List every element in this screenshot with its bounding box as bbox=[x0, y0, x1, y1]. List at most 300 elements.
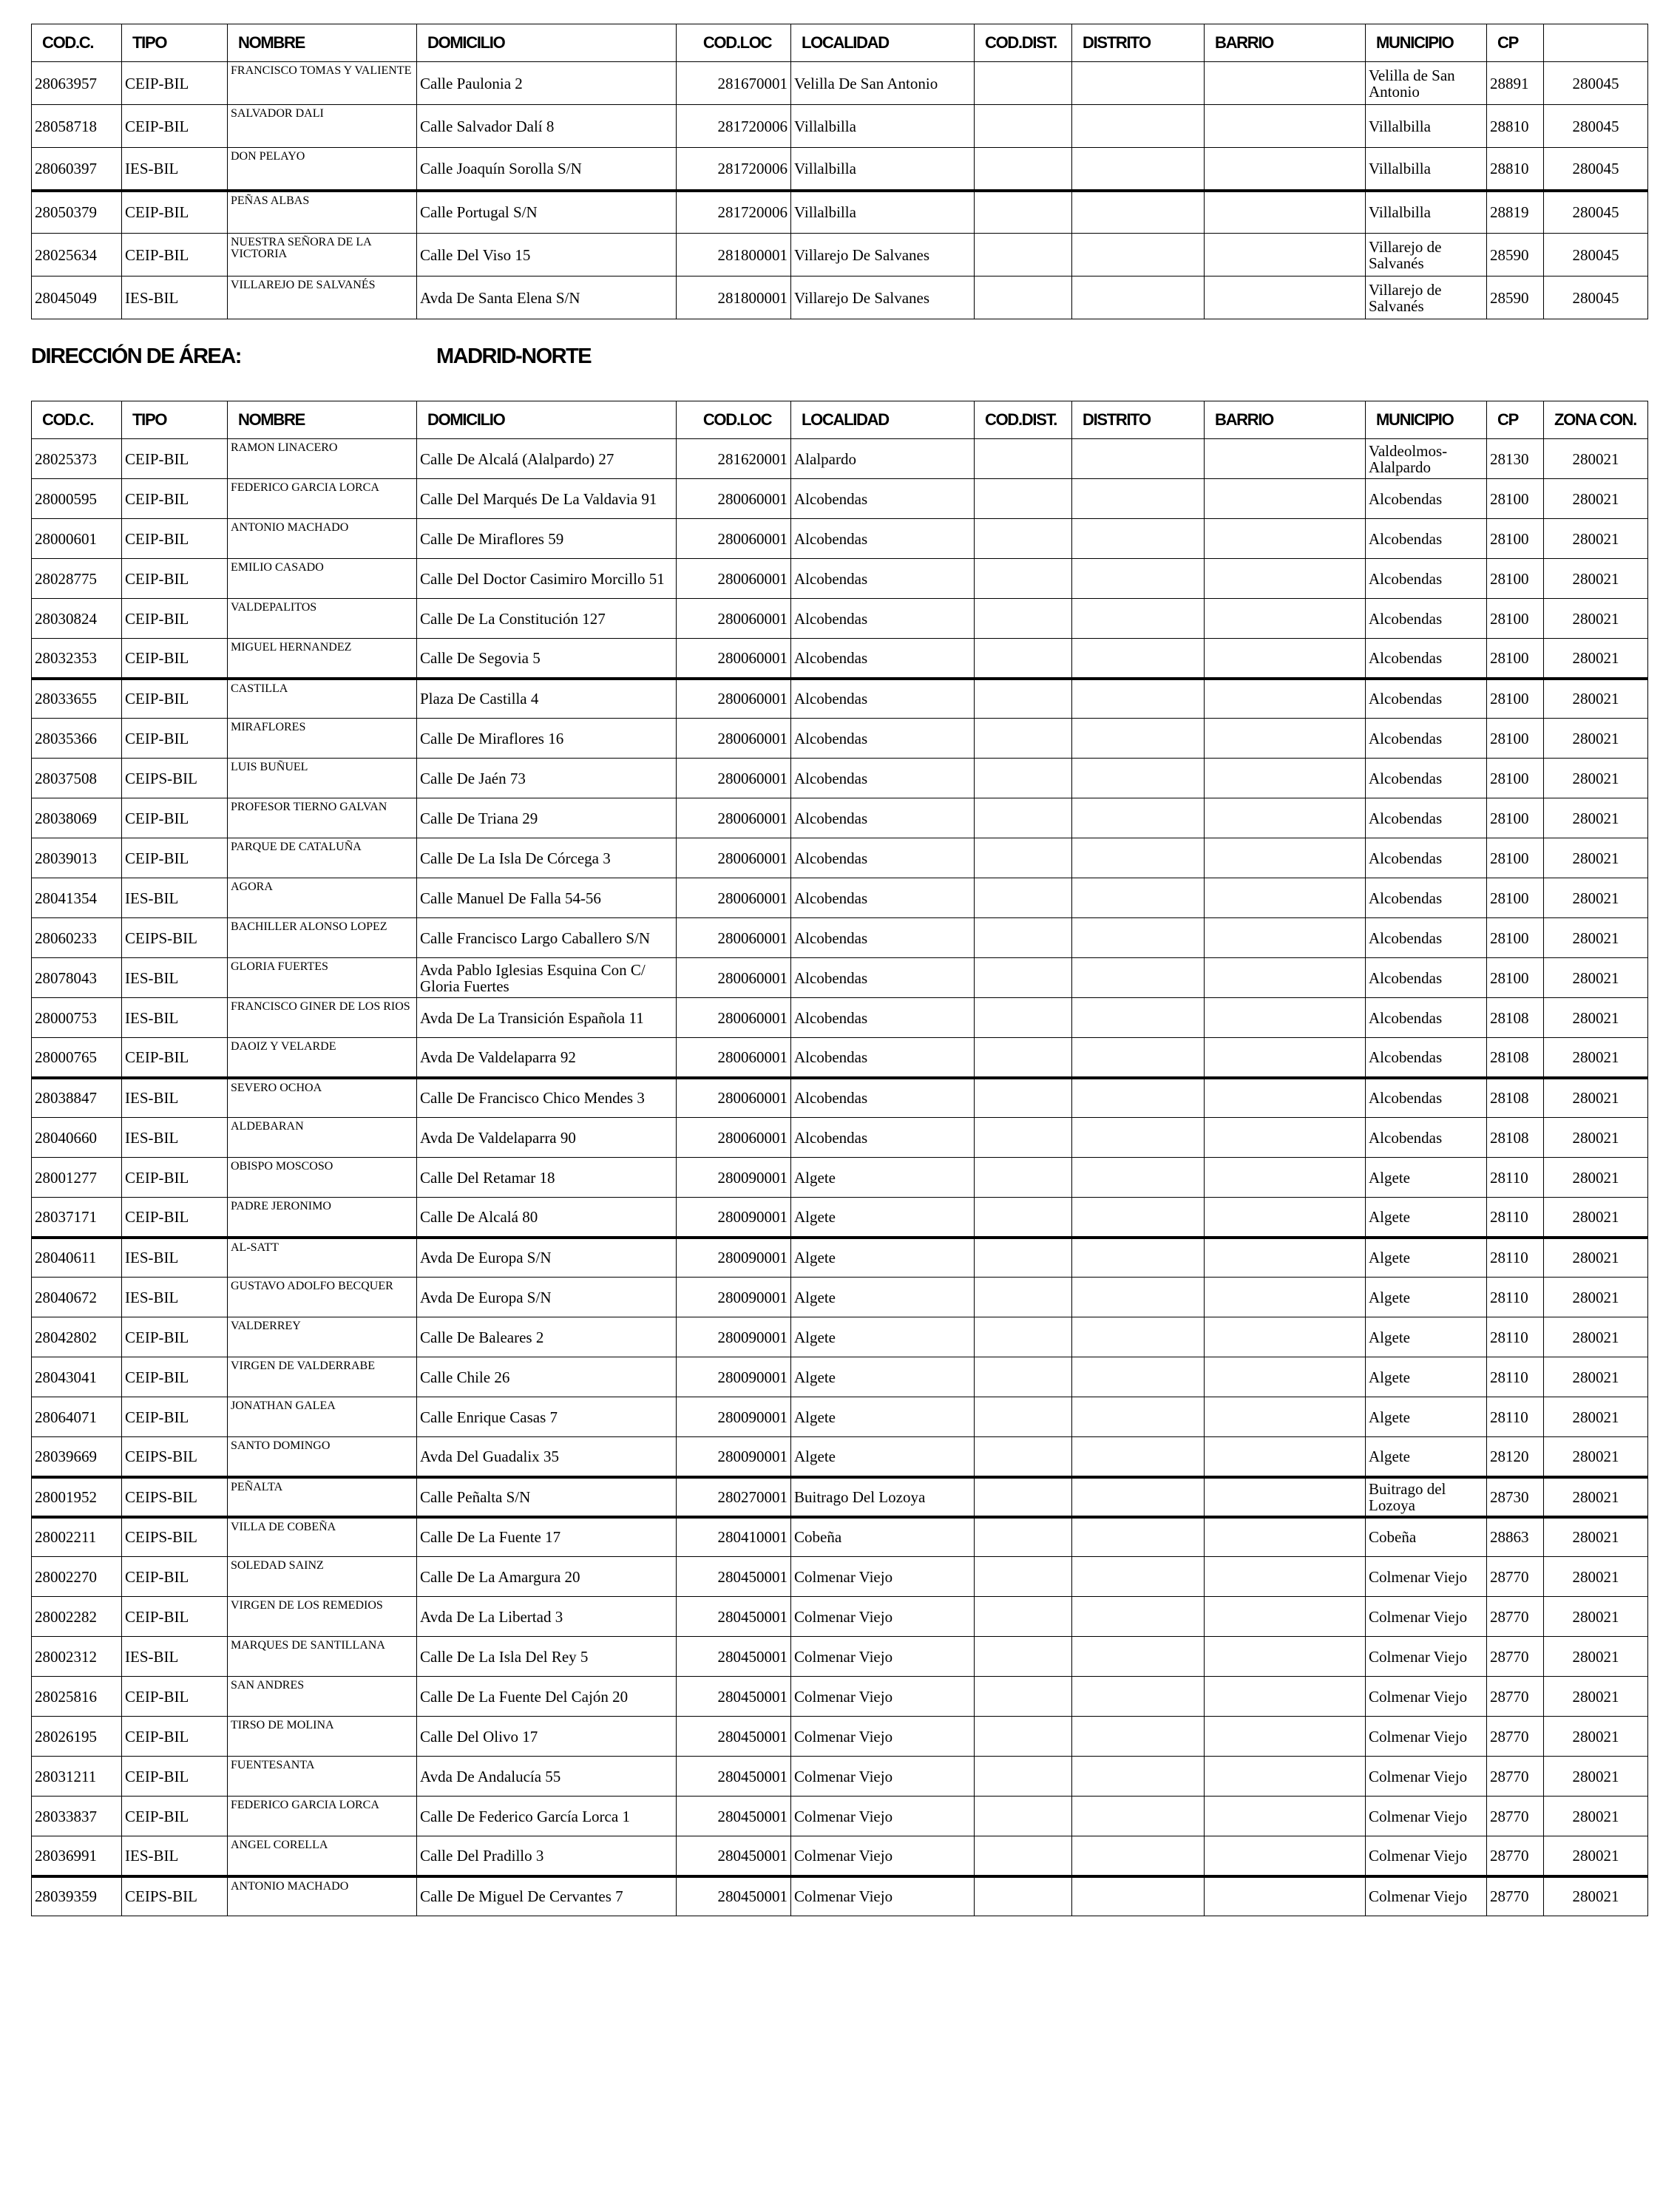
cell-cod-loc: 280450001 bbox=[677, 1836, 791, 1876]
cell-municipio: Velilla de San Antonio bbox=[1366, 62, 1487, 105]
table-header-row bbox=[32, 401, 1648, 439]
cell-nombre: FUENTESANTA bbox=[228, 1757, 417, 1797]
cell-nombre: EMILIO CASADO bbox=[228, 559, 417, 599]
cell-tipo: CEIPS-BIL bbox=[122, 1437, 228, 1477]
cell-cod-dist bbox=[975, 1717, 1072, 1757]
cell-cod-dist bbox=[975, 105, 1072, 148]
cell-cod-dist bbox=[975, 1118, 1072, 1158]
cell-distrito bbox=[1072, 599, 1205, 639]
cell-municipio: Alcobendas bbox=[1366, 1118, 1487, 1158]
cell-zona-con: 280021 bbox=[1544, 1238, 1648, 1278]
cell-cod-c: 28000753 bbox=[32, 998, 122, 1038]
cell-distrito bbox=[1072, 878, 1205, 918]
cell-distrito bbox=[1072, 958, 1205, 998]
cell-tipo: CEIP-BIL bbox=[122, 519, 228, 559]
cell-nombre: FEDERICO GARCIA LORCA bbox=[228, 1797, 417, 1836]
cell-cod-c: 28036991 bbox=[32, 1836, 122, 1876]
cell-cod-c: 28040672 bbox=[32, 1278, 122, 1317]
cell-cp: 28130 bbox=[1487, 439, 1544, 479]
cell-localidad: Alcobendas bbox=[791, 998, 975, 1038]
cell-distrito bbox=[1072, 559, 1205, 599]
cell-localidad: Alcobendas bbox=[791, 759, 975, 798]
cell-domicilio: Calle Paulonia 2 bbox=[417, 62, 677, 105]
cell-cod-loc: 280270001 bbox=[677, 1477, 791, 1517]
cell-nombre: ANGEL CORELLA bbox=[228, 1836, 417, 1876]
cell-nombre: MIGUEL HERNANDEZ bbox=[228, 639, 417, 679]
cell-barrio bbox=[1205, 838, 1366, 878]
cell-barrio bbox=[1205, 105, 1366, 148]
cell-cod-c: 28031211 bbox=[32, 1757, 122, 1797]
cell-cp: 28100 bbox=[1487, 719, 1544, 759]
cell-municipio: Villarejo de Salvanés bbox=[1366, 234, 1487, 276]
cell-zona-con: 280021 bbox=[1544, 1397, 1648, 1437]
cell-cp: 28108 bbox=[1487, 1078, 1544, 1118]
cell-zona-con: 280045 bbox=[1544, 148, 1648, 191]
cell-cod-c: 28039013 bbox=[32, 838, 122, 878]
cell-cod-dist bbox=[975, 1597, 1072, 1637]
cell-tipo: CEIP-BIL bbox=[122, 599, 228, 639]
cell-cod-loc: 281800001 bbox=[677, 276, 791, 319]
table-row bbox=[32, 1797, 1648, 1836]
cell-barrio bbox=[1205, 798, 1366, 838]
cell-municipio: Algete bbox=[1366, 1158, 1487, 1198]
cell-cp: 28100 bbox=[1487, 838, 1544, 878]
table-row bbox=[32, 1078, 1648, 1118]
cell-cod-dist bbox=[975, 1397, 1072, 1437]
cell-cod-loc: 280090001 bbox=[677, 1278, 791, 1317]
cell-cod-dist bbox=[975, 1677, 1072, 1717]
cell-cp: 28108 bbox=[1487, 998, 1544, 1038]
cell-localidad: Algete bbox=[791, 1397, 975, 1437]
table-row bbox=[32, 719, 1648, 759]
cell-cod-dist bbox=[975, 679, 1072, 719]
cell-nombre: VIRGEN DE VALDERRABE bbox=[228, 1357, 417, 1397]
cell-tipo: CEIP-BIL bbox=[122, 1757, 228, 1797]
cell-nombre: FEDERICO GARCIA LORCA bbox=[228, 479, 417, 519]
cell-tipo: CEIP-BIL bbox=[122, 191, 228, 234]
cell-distrito bbox=[1072, 1158, 1205, 1198]
table-row bbox=[32, 276, 1648, 319]
cell-municipio: Alcobendas bbox=[1366, 798, 1487, 838]
cell-distrito bbox=[1072, 1078, 1205, 1118]
cell-barrio bbox=[1205, 439, 1366, 479]
cell-zona-con: 280021 bbox=[1544, 639, 1648, 679]
column-header-localidad: LOCALIDAD bbox=[791, 401, 975, 439]
cell-domicilio: Calle De La Constitución 127 bbox=[417, 599, 677, 639]
cell-cod-dist bbox=[975, 838, 1072, 878]
cell-domicilio: Calle De Segovia 5 bbox=[417, 639, 677, 679]
cell-tipo: CEIP-BIL bbox=[122, 1158, 228, 1198]
cell-barrio bbox=[1205, 1517, 1366, 1557]
column-header-cod-c: COD.C. bbox=[32, 24, 122, 62]
cell-barrio bbox=[1205, 1038, 1366, 1078]
cell-nombre: VILLAREJO DE SALVANÉS bbox=[228, 276, 417, 319]
cell-cod-loc: 280060001 bbox=[677, 559, 791, 599]
cell-cod-c: 28078043 bbox=[32, 958, 122, 998]
cell-cod-c: 28033655 bbox=[32, 679, 122, 719]
cell-zona-con: 280021 bbox=[1544, 1597, 1648, 1637]
cell-tipo: CEIPS-BIL bbox=[122, 1517, 228, 1557]
cell-cod-loc: 280450001 bbox=[677, 1597, 791, 1637]
cell-domicilio: Calle Del Retamar 18 bbox=[417, 1158, 677, 1198]
cell-nombre: SANTO DOMINGO bbox=[228, 1437, 417, 1477]
cell-nombre: AGORA bbox=[228, 878, 417, 918]
cell-municipio: Colmenar Viejo bbox=[1366, 1876, 1487, 1916]
cell-cod-dist bbox=[975, 798, 1072, 838]
cell-nombre: SEVERO OCHOA bbox=[228, 1078, 417, 1118]
cell-cod-dist bbox=[975, 234, 1072, 276]
cell-municipio: Villalbilla bbox=[1366, 105, 1487, 148]
cell-cp: 28100 bbox=[1487, 479, 1544, 519]
cell-tipo: CEIP-BIL bbox=[122, 1717, 228, 1757]
table-row bbox=[32, 1437, 1648, 1477]
cell-cod-loc: 280090001 bbox=[677, 1397, 791, 1437]
cell-municipio: Villarejo de Salvanés bbox=[1366, 276, 1487, 319]
cell-cod-c: 28037508 bbox=[32, 759, 122, 798]
cell-municipio: Alcobendas bbox=[1366, 838, 1487, 878]
cell-zona-con: 280021 bbox=[1544, 1118, 1648, 1158]
cell-cod-dist bbox=[975, 1078, 1072, 1118]
cell-municipio: Algete bbox=[1366, 1198, 1487, 1238]
cell-zona-con: 280045 bbox=[1544, 276, 1648, 319]
cell-tipo: CEIP-BIL bbox=[122, 559, 228, 599]
cell-nombre: VALDERREY bbox=[228, 1317, 417, 1357]
cell-barrio bbox=[1205, 1158, 1366, 1198]
cell-distrito bbox=[1072, 1597, 1205, 1637]
cell-zona-con: 280021 bbox=[1544, 1317, 1648, 1357]
cell-localidad: Colmenar Viejo bbox=[791, 1757, 975, 1797]
cell-barrio bbox=[1205, 599, 1366, 639]
cell-cod-loc: 280060001 bbox=[677, 1118, 791, 1158]
cell-municipio: Alcobendas bbox=[1366, 599, 1487, 639]
cell-tipo: CEIP-BIL bbox=[122, 719, 228, 759]
table-row bbox=[32, 479, 1648, 519]
cell-distrito bbox=[1072, 1278, 1205, 1317]
cell-nombre: PEÑAS ALBAS bbox=[228, 191, 417, 234]
cell-localidad: Alcobendas bbox=[791, 878, 975, 918]
table-row bbox=[32, 191, 1648, 234]
cell-distrito bbox=[1072, 719, 1205, 759]
cell-domicilio: Avda De Valdelaparra 90 bbox=[417, 1118, 677, 1158]
cell-nombre: PADRE JERONIMO bbox=[228, 1198, 417, 1238]
cell-domicilio: Avda De Europa S/N bbox=[417, 1238, 677, 1278]
table-row bbox=[32, 798, 1648, 838]
area-value: MADRID-NORTE bbox=[436, 345, 592, 368]
cell-distrito bbox=[1072, 998, 1205, 1038]
cell-domicilio: Calle Peñalta S/N bbox=[417, 1477, 677, 1517]
table-row bbox=[32, 1278, 1648, 1317]
cell-cp: 28110 bbox=[1487, 1317, 1544, 1357]
cell-barrio bbox=[1205, 191, 1366, 234]
cell-distrito bbox=[1072, 105, 1205, 148]
cell-cp: 28770 bbox=[1487, 1797, 1544, 1836]
cell-cod-dist bbox=[975, 1317, 1072, 1357]
cell-barrio bbox=[1205, 1557, 1366, 1597]
cell-nombre: SOLEDAD SAINZ bbox=[228, 1557, 417, 1597]
column-header-municipio: MUNICIPIO bbox=[1366, 24, 1487, 62]
cell-tipo: CEIP-BIL bbox=[122, 1198, 228, 1238]
cell-barrio bbox=[1205, 1717, 1366, 1757]
cell-cp: 28770 bbox=[1487, 1876, 1544, 1916]
cell-localidad: Algete bbox=[791, 1238, 975, 1278]
cell-tipo: CEIP-BIL bbox=[122, 679, 228, 719]
table-row bbox=[32, 1357, 1648, 1397]
cell-domicilio: Calle De Baleares 2 bbox=[417, 1317, 677, 1357]
cell-localidad: Alcobendas bbox=[791, 1078, 975, 1118]
cell-cp: 28770 bbox=[1487, 1836, 1544, 1876]
cell-localidad: Algete bbox=[791, 1317, 975, 1357]
cell-distrito bbox=[1072, 479, 1205, 519]
cell-cp: 28770 bbox=[1487, 1717, 1544, 1757]
cell-cod-c: 28040660 bbox=[32, 1118, 122, 1158]
table-row bbox=[32, 998, 1648, 1038]
cell-cod-dist bbox=[975, 439, 1072, 479]
cell-localidad: Colmenar Viejo bbox=[791, 1797, 975, 1836]
cell-barrio bbox=[1205, 1876, 1366, 1916]
cell-barrio bbox=[1205, 1477, 1366, 1517]
cell-cod-dist bbox=[975, 998, 1072, 1038]
cell-cod-c: 28002270 bbox=[32, 1557, 122, 1597]
cell-barrio bbox=[1205, 1397, 1366, 1437]
column-header-nombre: NOMBRE bbox=[228, 24, 417, 62]
cell-barrio bbox=[1205, 1198, 1366, 1238]
cell-tipo: CEIP-BIL bbox=[122, 105, 228, 148]
cell-barrio bbox=[1205, 1757, 1366, 1797]
table-header-row bbox=[32, 24, 1648, 62]
cell-cod-c: 28001277 bbox=[32, 1158, 122, 1198]
cell-barrio bbox=[1205, 1637, 1366, 1677]
cell-municipio: Alcobendas bbox=[1366, 559, 1487, 599]
cell-domicilio: Calle Joaquín Sorolla S/N bbox=[417, 148, 677, 191]
cell-distrito bbox=[1072, 838, 1205, 878]
cell-cod-dist bbox=[975, 1437, 1072, 1477]
column-header-nombre: NOMBRE bbox=[228, 401, 417, 439]
cell-tipo: IES-BIL bbox=[122, 1637, 228, 1677]
cell-zona-con: 280045 bbox=[1544, 191, 1648, 234]
cell-cod-loc: 280450001 bbox=[677, 1677, 791, 1717]
cell-domicilio: Calle Enrique Casas 7 bbox=[417, 1397, 677, 1437]
cell-municipio: Colmenar Viejo bbox=[1366, 1836, 1487, 1876]
cell-nombre: DAOIZ Y VELARDE bbox=[228, 1038, 417, 1078]
cell-zona-con: 280021 bbox=[1544, 479, 1648, 519]
cell-barrio bbox=[1205, 1597, 1366, 1637]
cell-distrito bbox=[1072, 148, 1205, 191]
cell-nombre: BACHILLER ALONSO LOPEZ bbox=[228, 918, 417, 958]
cell-nombre: MIRAFLORES bbox=[228, 719, 417, 759]
cell-cod-loc: 280060001 bbox=[677, 719, 791, 759]
cell-zona-con: 280021 bbox=[1544, 998, 1648, 1038]
table-row bbox=[32, 1677, 1648, 1717]
cell-localidad: Algete bbox=[791, 1278, 975, 1317]
cell-localidad: Alcobendas bbox=[791, 679, 975, 719]
column-header-localidad: LOCALIDAD bbox=[791, 24, 975, 62]
cell-nombre: FRANCISCO TOMAS Y VALIENTE bbox=[228, 62, 417, 105]
cell-zona-con: 280021 bbox=[1544, 958, 1648, 998]
cell-cod-dist bbox=[975, 276, 1072, 319]
cell-cod-loc: 280060001 bbox=[677, 958, 791, 998]
cell-distrito bbox=[1072, 759, 1205, 798]
cell-municipio: Algete bbox=[1366, 1357, 1487, 1397]
cell-domicilio: Calle Del Olivo 17 bbox=[417, 1717, 677, 1757]
cell-cod-c: 28041354 bbox=[32, 878, 122, 918]
cell-municipio: Colmenar Viejo bbox=[1366, 1797, 1487, 1836]
cell-cp: 28891 bbox=[1487, 62, 1544, 105]
cell-zona-con: 280021 bbox=[1544, 439, 1648, 479]
cell-domicilio: Calle De Jaén 73 bbox=[417, 759, 677, 798]
column-header-cp: CP bbox=[1487, 401, 1544, 439]
cell-domicilio: Calle De La Fuente Del Cajón 20 bbox=[417, 1677, 677, 1717]
cell-domicilio: Calle De Miraflores 59 bbox=[417, 519, 677, 559]
cell-localidad: Villarejo De Salvanes bbox=[791, 234, 975, 276]
cell-domicilio: Calle De Alcalá 80 bbox=[417, 1198, 677, 1238]
cell-domicilio: Avda Pablo Iglesias Esquina Con C/ Gloria Fuertes bbox=[417, 958, 677, 998]
cell-tipo: CEIP-BIL bbox=[122, 1038, 228, 1078]
cell-tipo: IES-BIL bbox=[122, 1238, 228, 1278]
cell-zona-con: 280021 bbox=[1544, 759, 1648, 798]
cell-municipio: Colmenar Viejo bbox=[1366, 1757, 1487, 1797]
cell-tipo: IES-BIL bbox=[122, 1278, 228, 1317]
cell-barrio bbox=[1205, 1238, 1366, 1278]
cell-municipio: Colmenar Viejo bbox=[1366, 1677, 1487, 1717]
column-header-cod-dist: COD.DIST. bbox=[975, 401, 1072, 439]
cell-nombre: JONATHAN GALEA bbox=[228, 1397, 417, 1437]
cell-cod-dist bbox=[975, 1477, 1072, 1517]
cell-cod-loc: 280060001 bbox=[677, 1078, 791, 1118]
cell-cp: 28863 bbox=[1487, 1517, 1544, 1557]
cell-cp: 28810 bbox=[1487, 148, 1544, 191]
cell-cod-dist bbox=[975, 958, 1072, 998]
cell-cod-loc: 281720006 bbox=[677, 148, 791, 191]
cell-localidad: Colmenar Viejo bbox=[791, 1836, 975, 1876]
cell-localidad: Cobeña bbox=[791, 1517, 975, 1557]
cell-cod-c: 28025373 bbox=[32, 439, 122, 479]
table-row bbox=[32, 1477, 1648, 1517]
cell-tipo: CEIP-BIL bbox=[122, 479, 228, 519]
cell-cod-c: 28028775 bbox=[32, 559, 122, 599]
cell-tipo: IES-BIL bbox=[122, 878, 228, 918]
table-row bbox=[32, 1118, 1648, 1158]
cell-municipio: Alcobendas bbox=[1366, 1038, 1487, 1078]
cell-domicilio: Avda De Santa Elena S/N bbox=[417, 276, 677, 319]
cell-cod-dist bbox=[975, 1836, 1072, 1876]
cell-barrio bbox=[1205, 519, 1366, 559]
cell-municipio: Colmenar Viejo bbox=[1366, 1637, 1487, 1677]
cell-cod-c: 28002211 bbox=[32, 1517, 122, 1557]
cell-cod-loc: 280060001 bbox=[677, 599, 791, 639]
cell-zona-con: 280021 bbox=[1544, 1757, 1648, 1797]
cell-distrito bbox=[1072, 1717, 1205, 1757]
table-row bbox=[32, 439, 1648, 479]
cell-municipio: Alcobendas bbox=[1366, 878, 1487, 918]
column-header-cod-loc: COD.LOC bbox=[677, 401, 791, 439]
cell-localidad: Alcobendas bbox=[791, 958, 975, 998]
cell-zona-con: 280021 bbox=[1544, 559, 1648, 599]
cell-distrito bbox=[1072, 639, 1205, 679]
cell-cod-loc: 280450001 bbox=[677, 1797, 791, 1836]
cell-zona-con: 280021 bbox=[1544, 519, 1648, 559]
table-row bbox=[32, 639, 1648, 679]
cell-cod-loc: 280450001 bbox=[677, 1717, 791, 1757]
cell-cod-loc: 280060001 bbox=[677, 759, 791, 798]
cell-municipio: Villalbilla bbox=[1366, 191, 1487, 234]
table-row bbox=[32, 1717, 1648, 1757]
cell-tipo: IES-BIL bbox=[122, 276, 228, 319]
cell-barrio bbox=[1205, 759, 1366, 798]
cell-barrio bbox=[1205, 918, 1366, 958]
cell-tipo: IES-BIL bbox=[122, 148, 228, 191]
cell-zona-con: 280021 bbox=[1544, 798, 1648, 838]
cell-localidad: Alcobendas bbox=[791, 1038, 975, 1078]
cell-zona-con: 280021 bbox=[1544, 838, 1648, 878]
cell-domicilio: Plaza De Castilla 4 bbox=[417, 679, 677, 719]
table-row bbox=[32, 878, 1648, 918]
cell-cp: 28110 bbox=[1487, 1158, 1544, 1198]
cell-localidad: Colmenar Viejo bbox=[791, 1876, 975, 1916]
cell-barrio bbox=[1205, 559, 1366, 599]
cell-distrito bbox=[1072, 1677, 1205, 1717]
cell-cod-c: 28000601 bbox=[32, 519, 122, 559]
cell-domicilio: Calle De La Isla Del Rey 5 bbox=[417, 1637, 677, 1677]
cell-tipo: IES-BIL bbox=[122, 1118, 228, 1158]
cell-barrio bbox=[1205, 1797, 1366, 1836]
cell-municipio: Algete bbox=[1366, 1278, 1487, 1317]
cell-cp: 28770 bbox=[1487, 1677, 1544, 1717]
cell-domicilio: Avda De Europa S/N bbox=[417, 1278, 677, 1317]
cell-cp: 28100 bbox=[1487, 599, 1544, 639]
cell-cod-c: 28035366 bbox=[32, 719, 122, 759]
cell-cod-c: 28026195 bbox=[32, 1717, 122, 1757]
cell-cp: 28100 bbox=[1487, 958, 1544, 998]
cell-cod-dist bbox=[975, 191, 1072, 234]
cell-cod-loc: 280060001 bbox=[677, 878, 791, 918]
column-header-domicilio: DOMICILIO bbox=[417, 401, 677, 439]
cell-cp: 28810 bbox=[1487, 105, 1544, 148]
cell-cod-dist bbox=[975, 878, 1072, 918]
cell-tipo: IES-BIL bbox=[122, 998, 228, 1038]
cell-localidad: Villalbilla bbox=[791, 105, 975, 148]
cell-barrio bbox=[1205, 62, 1366, 105]
cell-cp: 28110 bbox=[1487, 1397, 1544, 1437]
cell-cod-c: 28025816 bbox=[32, 1677, 122, 1717]
area-label: DIRECCIÓN DE ÁREA: bbox=[31, 345, 241, 368]
cell-cod-c: 28033837 bbox=[32, 1797, 122, 1836]
cell-cp: 28100 bbox=[1487, 559, 1544, 599]
cell-nombre: GUSTAVO ADOLFO BECQUER bbox=[228, 1278, 417, 1317]
cell-zona-con: 280021 bbox=[1544, 1477, 1648, 1517]
cell-cod-loc: 280410001 bbox=[677, 1517, 791, 1557]
cell-municipio: Colmenar Viejo bbox=[1366, 1557, 1487, 1597]
cell-cod-dist bbox=[975, 599, 1072, 639]
cell-cod-c: 28002312 bbox=[32, 1637, 122, 1677]
column-header-cod-dist: COD.DIST. bbox=[975, 24, 1072, 62]
cell-tipo: IES-BIL bbox=[122, 1836, 228, 1876]
cell-domicilio: Calle Del Pradillo 3 bbox=[417, 1836, 677, 1876]
cell-domicilio: Calle De La Amargura 20 bbox=[417, 1557, 677, 1597]
cell-barrio bbox=[1205, 1118, 1366, 1158]
cell-distrito bbox=[1072, 1876, 1205, 1916]
cell-nombre: DON PELAYO bbox=[228, 148, 417, 191]
schools-table-1 bbox=[31, 24, 1648, 319]
cell-cp: 28120 bbox=[1487, 1437, 1544, 1477]
cell-cod-c: 28002282 bbox=[32, 1597, 122, 1637]
table-row bbox=[32, 1317, 1648, 1357]
cell-cod-c: 28042802 bbox=[32, 1317, 122, 1357]
cell-cod-loc: 280090001 bbox=[677, 1317, 791, 1357]
cell-cod-c: 28040611 bbox=[32, 1238, 122, 1278]
cell-tipo: CEIP-BIL bbox=[122, 1677, 228, 1717]
cell-zona-con: 280021 bbox=[1544, 1437, 1648, 1477]
cell-cp: 28110 bbox=[1487, 1278, 1544, 1317]
